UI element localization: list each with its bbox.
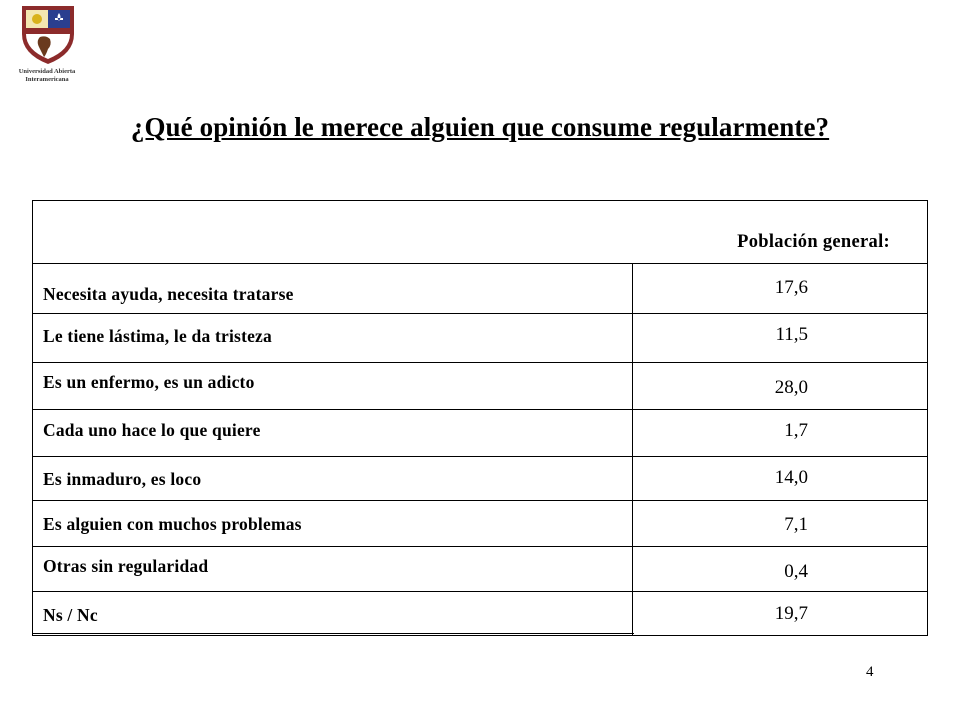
row-value: 11,5 xyxy=(775,324,808,345)
row-value: 19,7 xyxy=(774,603,808,624)
row-label: Cada uno hace lo que quiere xyxy=(43,420,261,440)
row-value: 17,6 xyxy=(774,277,808,298)
page-title: ¿Qué opinión le merece alguien que consume regularmente? xyxy=(130,112,830,142)
row-value: 7,1 xyxy=(784,514,808,535)
row-divider xyxy=(32,500,928,501)
row-divider xyxy=(32,362,928,363)
row-value: 1,7 xyxy=(784,420,808,441)
row-label: Es inmaduro, es loco xyxy=(43,469,202,489)
logo-wordmark xyxy=(10,68,84,84)
column-divider xyxy=(632,263,633,635)
row-label: Le tiene lástima, le da tristeza xyxy=(43,326,272,346)
row-label: Es un enfermo, es un adicto xyxy=(43,372,255,392)
row-value: 0,4 xyxy=(784,561,808,582)
shield-icon xyxy=(20,4,76,66)
row-divider xyxy=(32,313,928,314)
row-value: 14,0 xyxy=(774,467,808,488)
column-header-poblacion: Población general: xyxy=(737,232,890,252)
logo-name-line1: Universidad Abierta xyxy=(18,68,76,75)
row-value: 28,0 xyxy=(774,377,808,398)
row-divider xyxy=(32,409,928,410)
row-divider xyxy=(32,591,928,592)
row-divider xyxy=(32,633,634,634)
row-divider xyxy=(32,546,928,547)
row-label: Ns / Nc xyxy=(43,605,98,625)
row-label: Necesita ayuda, necesita tratarse xyxy=(43,284,294,304)
university-logo xyxy=(10,4,84,94)
page-number: 4 xyxy=(866,664,874,680)
logo-name-line2: Interamericana xyxy=(25,76,69,83)
row-label: Es alguien con muchos problemas xyxy=(43,514,302,534)
row-label: Otras sin regularidad xyxy=(43,556,209,576)
row-divider xyxy=(32,263,928,264)
row-divider xyxy=(32,456,928,457)
